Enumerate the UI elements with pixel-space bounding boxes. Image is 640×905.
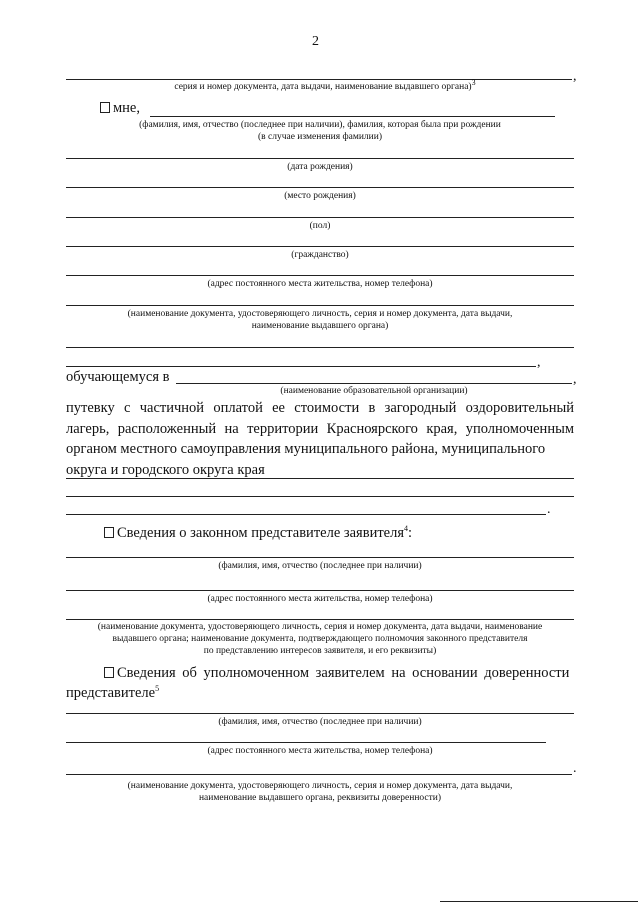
citizenship-line[interactable] — [66, 246, 574, 247]
birth-date-line[interactable] — [66, 158, 574, 159]
voucher-line-3[interactable] — [66, 514, 546, 515]
child-label: мне, — [113, 100, 140, 116]
bottom-edge-stroke — [440, 901, 638, 902]
auth-rep-heading-2: представителе$^5$ — [66, 684, 160, 701]
page-number: 2 — [312, 34, 319, 49]
child-id-doc-caption-2: наименование выдавшего органа) — [251, 321, 389, 331]
sex-line[interactable] — [66, 217, 574, 218]
citizenship-caption: (гражданство) — [291, 250, 349, 260]
voucher-line-2[interactable] — [66, 496, 574, 497]
school-caption: (наименование образовательной организации) — [280, 386, 468, 396]
sex-caption: (пол) — [309, 221, 331, 231]
legal-rep-name-caption: (фамилия, имя, отчество (последнее при наличии) — [218, 561, 422, 571]
voucher-line-1[interactable] — [66, 478, 574, 479]
child-checkbox[interactable] — [100, 102, 110, 113]
child-extra-line[interactable] — [66, 347, 574, 348]
auth-rep-heading-1: Сведения об уполномоченном заявителем на основании доверенности — [104, 664, 569, 682]
legal-rep-address-caption: (адрес постоянного места жительства, номер телефона) — [207, 594, 433, 604]
voucher-body: путевку с частичной оплатой ее стоимости в загородный оздоровительный лагерь, расположенный на территории Красноярского края, уполномоченным органом местного самоуправления муниципального района, муниципального — [66, 400, 574, 457]
birth-place-caption: (место рождения) — [284, 191, 356, 201]
auth-rep-docs-caption-2: наименование выдавшего органа, реквизиты доверенности) — [198, 793, 442, 803]
legal-rep-heading: Сведения о законном представителе заявителя$^4$: — [104, 524, 412, 542]
applicant-doc-line — [66, 79, 572, 80]
child-extra-comma: , — [537, 355, 541, 370]
school-comma: , — [573, 372, 577, 387]
legal-rep-address-line[interactable] — [66, 590, 574, 591]
legal-rep-docs-caption-2: выдавшего органа; наименование документа, подтверждающего полномочия законного представителя — [112, 634, 528, 644]
child-name-caption-2: (в случае изменения фамилии) — [257, 132, 382, 142]
legal-rep-docs-line[interactable] — [66, 619, 574, 620]
applicant-doc-comma: , — [573, 69, 577, 84]
auth-rep-period: . — [573, 761, 577, 776]
child-name-caption: (фамилия, имя, отчество (последнее при наличии), фамилия, которая была при рождении — [139, 120, 501, 130]
applicant-doc-caption: серия и номер документа, дата выдачи, наименование выдавшего органа)$^3$ — [174, 77, 476, 92]
child-extra-line-2[interactable] — [66, 366, 536, 367]
birth-place-line[interactable] — [66, 187, 574, 188]
child-id-doc-caption: (наименование документа, удостоверяющего личность, серия и номер документа, дата выдачи, — [127, 309, 513, 319]
auth-rep-address-caption: (адрес постоянного места жительства, номер телефона) — [207, 746, 433, 756]
voucher-period: . — [547, 502, 551, 517]
birth-date-caption: (дата рождения) — [287, 162, 353, 172]
auth-rep-docs-line[interactable] — [66, 774, 572, 775]
child-address-caption: (адрес постоянного места жительства, номер телефона) — [207, 279, 433, 289]
child-checkbox-row — [100, 99, 140, 117]
child-id-doc-line[interactable] — [66, 305, 574, 306]
auth-rep-address-line[interactable] — [66, 742, 546, 743]
auth-rep-name-caption: (фамилия, имя, отчество (последнее при наличии) — [218, 717, 422, 727]
legal-rep-checkbox[interactable] — [104, 527, 114, 538]
child-name-line[interactable] — [150, 116, 555, 117]
auth-rep-checkbox[interactable] — [104, 667, 114, 678]
auth-rep-name-line[interactable] — [66, 713, 574, 714]
legal-rep-docs-caption-3: по представлению интересов заявителя, и его реквизиты) — [203, 646, 437, 656]
child-address-line[interactable] — [66, 275, 574, 276]
studying-label: обучающемуся в — [66, 369, 170, 385]
voucher-last-line: округа и городского округа края — [66, 461, 265, 478]
school-line[interactable] — [176, 383, 572, 384]
legal-rep-name-line[interactable] — [66, 557, 574, 558]
voucher-paragraph — [66, 398, 574, 480]
legal-rep-docs-caption-1: (наименование документа, удостоверяющего личность, серия и номер документа, дата выдачи, наименование — [97, 622, 543, 632]
auth-rep-docs-caption-1: (наименование документа, удостоверяющего личность, серия и номер документа, дата выдачи, — [127, 781, 513, 791]
